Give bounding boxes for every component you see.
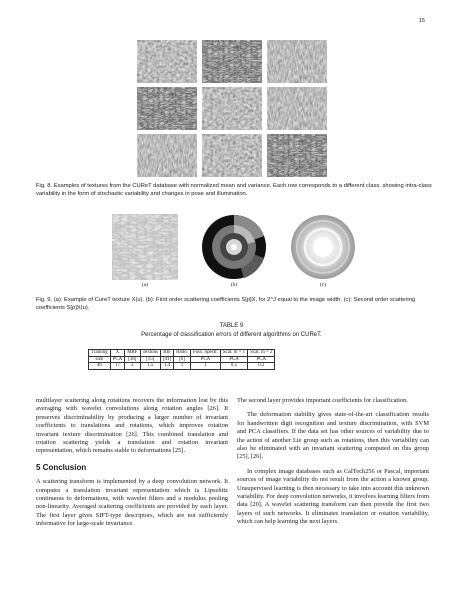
table-cell: Four. Spectr. [190, 350, 220, 357]
table-row [89, 363, 275, 370]
texture-image [137, 87, 197, 130]
texture-image [267, 40, 327, 83]
left-column [36, 397, 228, 535]
paragraph: In complex image databases such as CalTech256 or Pascal, important sources of image variability do not result from the action a known group. Unsupervised learning is then necessary to take into account this unknown variability. For deep convolution networks, it involves learning filters from data [20]. A wavelet scattering transform can then provide the first two layers of such networks. It eliminates translation or rotation variability, which can help learning the next layers. [237, 467, 429, 526]
section-heading: 5 Conclusion [36, 462, 87, 472]
table-cell: X [110, 350, 125, 357]
table-cell: [36] [125, 356, 140, 363]
table-number: TABLE 9 [219, 323, 244, 329]
table-cell: PCA [248, 356, 275, 363]
texture-image [137, 40, 197, 83]
paragraph: multilayer scattering along rotations recovers the information lost by this averaging with wavelet convolutions along rotation angles [26]. It preserves discriminability by producing a larger number of invariant coefficients to translations and rotations, which improves rotation invariant texture discrimination [26]. This combined translation and rotation scattering yields a translation and rotation invariant representation, which remains stable to deformations [25]. [36, 397, 228, 455]
table-cell: [6] [174, 356, 191, 363]
paragraph: The deformation stability gives state-of-the-art classification results for handwritten digit recognition and texture discrimination, with SVM and PCA classifiers. If the data set has other sources of variability due to the action of another Lie group such as rotations, then this variability can also be eliminated with an invariant scattering computed on this group [25], [26]. [237, 411, 429, 461]
paragraph: A scattering transform is implemented by a deep convolution network. It computes a translation invariant representation which is Lipschitz continuous to deformations, with wavelet filters and a modulus pooling non-linearity. Averaged scattering coefficients are provided by each layer. The first layer gives SIFT-type descriptors, which are not sufficiently informative for large-scale invariance. [36, 478, 228, 528]
table-cell: 1.5 [140, 363, 160, 370]
table-cell: Histo. [174, 350, 191, 357]
figure-9a-label: (a) [141, 282, 149, 288]
table-cell: PCA [110, 356, 125, 363]
texture-image [202, 134, 262, 177]
table-header-row [89, 356, 275, 363]
table-cell: PCA [220, 356, 247, 363]
texture-image [137, 134, 197, 177]
figure-9b-label: (b) [230, 282, 238, 288]
figure-9c-label: (c) [319, 282, 327, 288]
table-cell: Scat. m = 2 [248, 350, 275, 357]
figure-9b-first-order [201, 214, 267, 280]
table-cell: Training [89, 350, 111, 357]
table-cell: PCA [190, 356, 220, 363]
table-cell: 1.4 [160, 363, 173, 370]
table-cell: Scat. m = 1 [220, 350, 247, 357]
table-cell: Textons [140, 350, 160, 357]
figure-9c-second-order [290, 214, 356, 280]
table-header-row [89, 350, 275, 357]
table-cell: MRF [125, 350, 140, 357]
texture-image [202, 87, 262, 130]
table-cell: size [89, 356, 111, 363]
figure-9-caption: Fig. 9. (a): Example of CureT texture X(u). (b): First order scattering coefficients S[p]X, for 2^J equal to the image width. (c): Second order scattering coefficients S[p]X(u). [36, 297, 416, 311]
page-number: 15 [418, 18, 425, 24]
table-cell: 0.5 [220, 363, 247, 370]
table-cell: 1 [174, 363, 191, 370]
table-cell: 17 [110, 363, 125, 370]
figure-8-caption: Fig. 8. Examples of textures from the CUReT database with normalized mean and variance. Each row corresponds to a different class, showing intra-class variability in the form of stochastic variability and changes in pose and illumination. [36, 183, 432, 197]
results-table [88, 349, 275, 370]
paragraph: The second layer provides important coefficients for classification. [237, 397, 408, 404]
table-title: Percentage of classification errors of different algorithms on CUReT. [141, 332, 322, 338]
texture-image [202, 40, 262, 83]
figure-9a-texture [112, 214, 178, 280]
table-cell: 2 [125, 363, 140, 370]
table-cell: 1 [190, 363, 220, 370]
table-cell: 0.2 [248, 363, 275, 370]
texture-grid [137, 40, 327, 178]
table-cell: 46 [89, 363, 111, 370]
table-cell: BIF [160, 350, 173, 357]
texture-image [267, 87, 327, 130]
table-cell: [41] [160, 356, 173, 363]
table-cell: [15] [140, 356, 160, 363]
right-column [237, 397, 429, 533]
texture-image [267, 134, 327, 177]
